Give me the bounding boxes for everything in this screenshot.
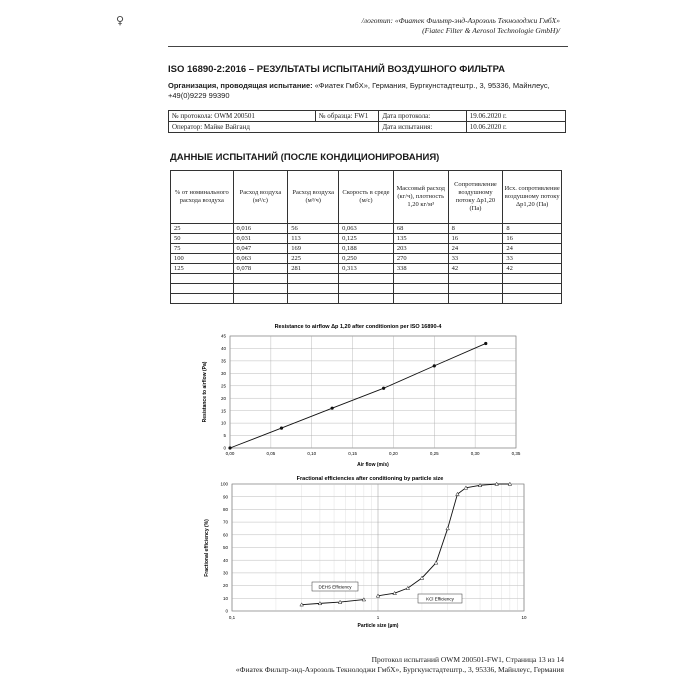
- organization-phone: +49(0)9229 99390: [168, 91, 230, 100]
- section-title: ДАННЫЕ ИСПЫТАНИЙ (ПОСЛЕ КОНДИЦИОНИРОВАНИЯ): [170, 152, 440, 163]
- test-date: 10.06.2020 г.: [466, 122, 565, 133]
- document-header: [240, 16, 560, 36]
- table-row: [171, 234, 562, 244]
- y-tick-label: 10: [222, 595, 228, 601]
- legend-dehs-label: DEHS Efficiency: [318, 584, 352, 590]
- y-tick-label: 50: [222, 545, 228, 551]
- x-tick-label: 0,25: [429, 451, 439, 456]
- table-cell: 8: [448, 224, 503, 234]
- table-row: [171, 244, 562, 254]
- data-point: [433, 364, 436, 367]
- table-cell: [448, 294, 503, 304]
- table-cell: 68: [393, 224, 448, 234]
- x-tick-label: 10: [521, 615, 527, 620]
- table-cell: 0,031: [233, 234, 288, 244]
- table-cell: [448, 284, 503, 294]
- resistance-chart: [196, 322, 536, 470]
- table-row: [171, 284, 562, 294]
- table-cell: [339, 284, 394, 294]
- y-tick-label: 25: [220, 383, 226, 389]
- table-cell: 0,313: [339, 264, 394, 274]
- report-title: ISO 16890-2:2016 – РЕЗУЛЬТАТЫ ИСПЫТАНИЙ ВОЗДУШНОГО ФИЛЬТРА: [168, 64, 505, 75]
- legend-kcl: [418, 594, 462, 603]
- table-cell: [288, 284, 339, 294]
- table-cell: 338: [393, 264, 448, 274]
- table-cell: [233, 274, 288, 284]
- table-cell: 0,047: [233, 244, 288, 254]
- y-tick-label: 80: [222, 507, 228, 512]
- x-tick-label: 0,1: [228, 615, 236, 620]
- x-tick-label: 0,00: [225, 451, 235, 456]
- table-cell: 135: [393, 234, 448, 244]
- legend-dehs: [312, 582, 358, 591]
- table-cell: 125: [171, 264, 234, 274]
- x-axis-label: Air flow (m/s): [357, 462, 389, 468]
- table-cell: 0,250: [339, 254, 394, 264]
- sample-number: № образца: FW1: [315, 111, 379, 122]
- x-tick-label: 0,15: [348, 451, 357, 456]
- y-tick-label: 40: [222, 557, 228, 563]
- page-footer: [144, 655, 564, 675]
- x-axis-label: Particle size (µm): [357, 623, 399, 629]
- table-cell: 270: [393, 254, 448, 264]
- y-axis-label: Fractional efficiency (%): [204, 519, 210, 577]
- organization-block: [168, 81, 568, 101]
- footer-address: «Фиатек Фильтр-энд-Аэрозоль Текнолоджи ГмбХ», Бургкунстадтештр., 3, 95336, Майнлеус, Германия: [235, 665, 564, 674]
- test-date-label: Дата испытания:: [379, 122, 466, 133]
- table-cell: 16: [503, 234, 562, 244]
- table-cell: 25: [171, 224, 234, 234]
- table-cell: [393, 284, 448, 294]
- data-point: [228, 446, 231, 449]
- y-tick-label: 20: [220, 395, 226, 401]
- table-cell: [233, 284, 288, 294]
- data-point: [280, 426, 283, 429]
- data-point: [484, 342, 487, 345]
- table-cell: 0,063: [339, 224, 394, 234]
- header-logo-line: /логотип: «Фиатек Фильтр-энд-Аэрозоль Текнолоджи ГмбХ»: [361, 16, 560, 25]
- table-cell: 0,078: [233, 264, 288, 274]
- y-tick-label: 40: [220, 346, 226, 352]
- legend-kcl-label: KCl Efficiency: [426, 596, 454, 602]
- protocol-number: № протокола: OWM 200501: [169, 111, 316, 122]
- table-cell: [233, 294, 288, 304]
- table-cell: [393, 294, 448, 304]
- header-divider: [168, 46, 568, 47]
- table-cell: [339, 294, 394, 304]
- table-cell: 8: [503, 224, 562, 234]
- table-cell: [288, 274, 339, 284]
- table-cell: [171, 294, 234, 304]
- table-cell: 56: [288, 224, 339, 234]
- chart-title: Resistance to airflow Δp 1,20 after conditionion per ISO 16890-4: [274, 324, 442, 330]
- y-tick-label: 0: [223, 445, 226, 451]
- y-tick-label: 5: [223, 433, 226, 439]
- y-tick-label: 90: [222, 494, 228, 500]
- operator: Оператор: Майке Вайганд: [169, 122, 379, 133]
- table-cell: 281: [288, 264, 339, 274]
- table-cell: 50: [171, 234, 234, 244]
- y-tick-label: 15: [220, 408, 226, 414]
- protocol-date-label: Дата протокола:: [379, 111, 466, 122]
- table-cell: [171, 284, 234, 294]
- table-cell: 0,016: [233, 224, 288, 234]
- column-header: Массовый расход (кг/ч), плотность 1,20 кг/м³: [393, 171, 448, 224]
- header-company-line: (Fiatec Filter & Aerosol Technologie GmbH)/: [422, 26, 560, 35]
- table-cell: 169: [288, 244, 339, 254]
- table-cell: 225: [288, 254, 339, 264]
- table-row: [171, 264, 562, 274]
- table-cell: [503, 284, 562, 294]
- y-tick-label: 10: [220, 420, 226, 426]
- table-cell: [393, 274, 448, 284]
- test-data-table: [170, 170, 562, 304]
- column-header: Расход воздуха (м³/ч): [288, 171, 339, 224]
- organization-label: Организация, проводящая испытание:: [168, 81, 313, 90]
- column-header: Исх. сопротивление воздушному потоку Δp1,20 (Па): [503, 171, 562, 224]
- table-cell: [339, 274, 394, 284]
- table-cell: 24: [448, 244, 503, 254]
- y-tick-label: 20: [222, 583, 228, 589]
- table-header-row: [171, 171, 562, 224]
- table-cell: [503, 294, 562, 304]
- corner-mark-icon: ♀: [116, 14, 125, 27]
- table-cell: 42: [448, 264, 503, 274]
- y-tick-label: 100: [220, 481, 228, 487]
- column-header: Скорость в среде (м/с): [339, 171, 394, 224]
- y-tick-label: 45: [220, 333, 226, 339]
- x-tick-label: 0,35: [511, 451, 521, 456]
- meta-table: [168, 110, 566, 133]
- efficiency-chart: [196, 474, 536, 632]
- column-header: % от номинального расхода воздуха: [171, 171, 234, 224]
- table-cell: 42: [503, 264, 562, 274]
- y-tick-label: 70: [222, 519, 228, 525]
- table-cell: 203: [393, 244, 448, 254]
- table-cell: 75: [171, 244, 234, 254]
- table-cell: 24: [503, 244, 562, 254]
- organization-value: «Фиатек ГмбХ», Германия, Бургкунстадтештр., 3, 95336, Майнлеус,: [314, 81, 550, 90]
- column-header: Сопротивление воздушному потоку Δp1,20 (Па): [448, 171, 503, 224]
- table-cell: 33: [503, 254, 562, 264]
- table-cell: 0,125: [339, 234, 394, 244]
- y-tick-label: 30: [220, 370, 226, 376]
- table-cell: 33: [448, 254, 503, 264]
- y-tick-label: 35: [220, 358, 226, 364]
- table-cell: 0,063: [233, 254, 288, 264]
- table-cell: 0,188: [339, 244, 394, 254]
- data-point: [382, 387, 385, 390]
- table-row: [171, 274, 562, 284]
- y-tick-label: 60: [222, 532, 228, 538]
- x-tick-label: 1: [376, 615, 380, 620]
- table-cell: 16: [448, 234, 503, 244]
- table-row: [171, 224, 562, 234]
- protocol-date: 19.06.2020 г.: [466, 111, 565, 122]
- table-row: [171, 254, 562, 264]
- column-header: Расход воздуха (м³/с): [233, 171, 288, 224]
- table-cell: [448, 274, 503, 284]
- data-point: [331, 407, 334, 410]
- table-cell: [171, 274, 234, 284]
- x-tick-label: 0,20: [389, 451, 398, 456]
- y-axis-label: Resistance to airflow (Pa): [202, 361, 208, 423]
- table-cell: 113: [288, 234, 339, 244]
- table-row: [171, 294, 562, 304]
- x-tick-label: 0,05: [266, 451, 276, 456]
- footer-protocol: Протокол испытаний OWM 200501-FW1, Страница 13 из 14: [371, 655, 564, 664]
- x-tick-label: 0,30: [470, 451, 480, 456]
- x-tick-label: 0,10: [307, 451, 317, 456]
- table-cell: [288, 294, 339, 304]
- chart-title: Fractional efficiencies after conditioning by particle size: [296, 476, 444, 482]
- table-cell: 100: [171, 254, 234, 264]
- table-cell: [503, 274, 562, 284]
- y-tick-label: 0: [225, 608, 228, 614]
- y-tick-label: 30: [222, 570, 228, 576]
